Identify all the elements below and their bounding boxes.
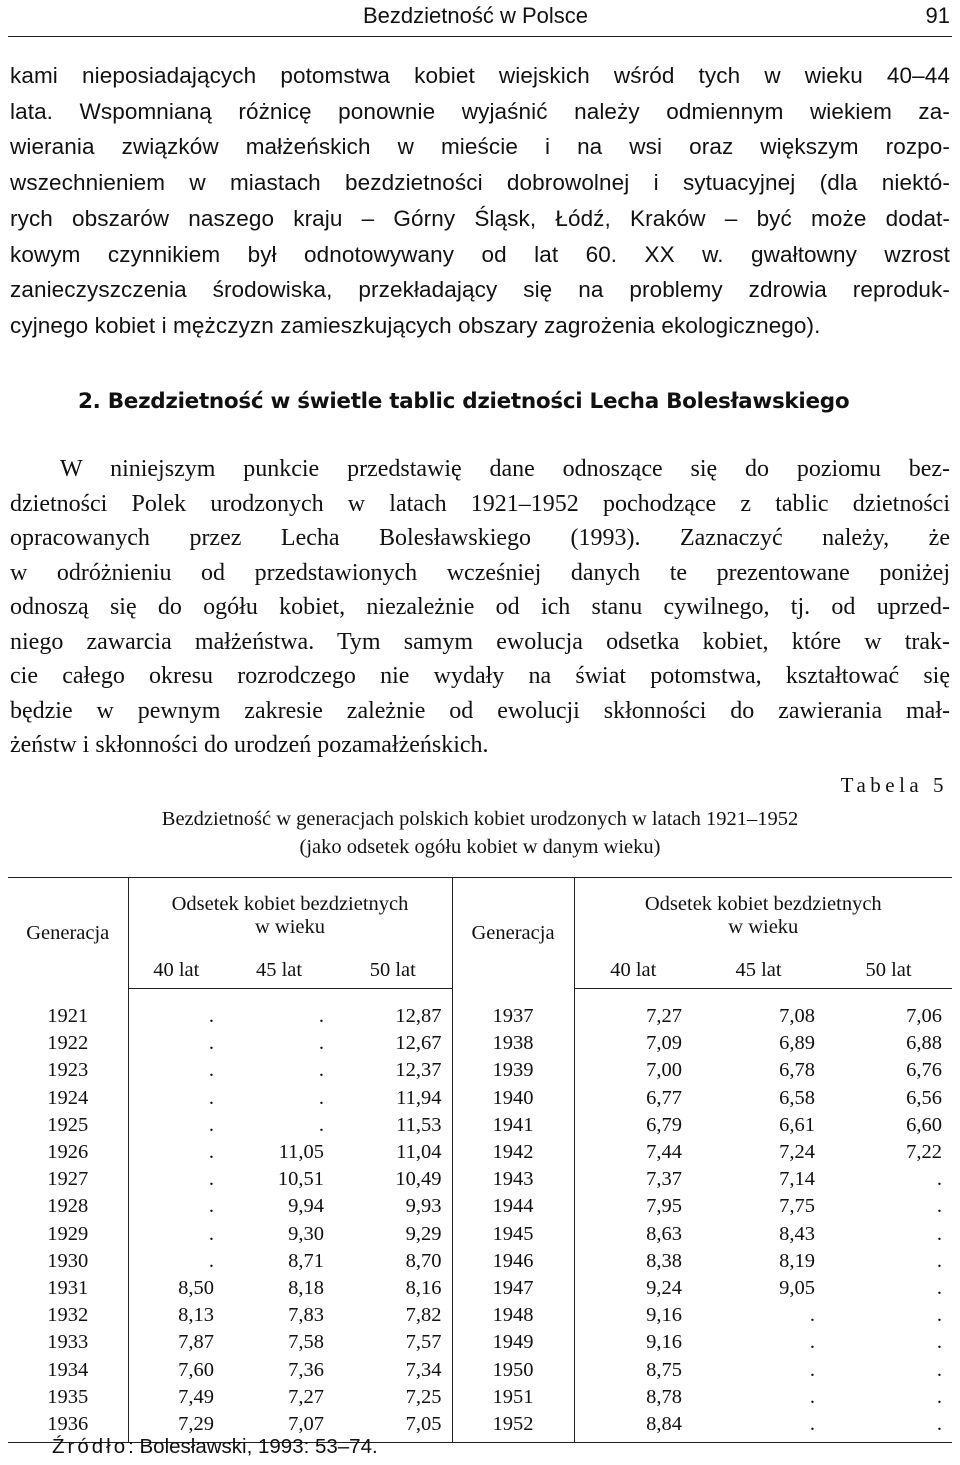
table-row xyxy=(8,1302,952,1329)
cell-childless-50: . xyxy=(936,1331,943,1354)
text-line: wszechnieniem w miastach bezdzietności dobrowolnej i sytuacyjnej (dla niektó- xyxy=(10,170,950,196)
cell-generation: 1924 xyxy=(8,1085,128,1112)
table-row xyxy=(8,1085,952,1112)
table-row xyxy=(8,1139,952,1166)
text-line: będzie w pewnym zakresie zależnie od ewolucji skłonności do zawierania mał- xyxy=(10,697,950,724)
text-line: cie całego okresu rozrodczego nie wydały na świat potomstwa, kształtować się xyxy=(10,663,950,689)
cell-generation: 1950 xyxy=(452,1356,574,1383)
cell-generation: 1944 xyxy=(452,1193,574,1220)
cell-childless-40: . xyxy=(208,1141,214,1164)
cell-childless-50: 10,49 xyxy=(395,1168,442,1191)
cell-childless-50: . xyxy=(936,1276,943,1299)
cell-childless-45: 9,05 xyxy=(779,1276,816,1299)
cell-childless-40: 7,44 xyxy=(646,1141,683,1164)
cell-childless-45: 6,61 xyxy=(779,1113,816,1136)
cell-childless-50: 12,37 xyxy=(395,1059,442,1082)
cell-generation: 1922 xyxy=(8,1030,128,1057)
cell-generation: 1931 xyxy=(8,1275,128,1302)
cell-childless-45: . xyxy=(318,1086,324,1109)
cell-childless-45: . xyxy=(809,1385,816,1408)
table-source xyxy=(52,1435,378,1459)
cell-generation: 1928 xyxy=(8,1193,128,1220)
cell-childless-40: 8,75 xyxy=(646,1358,683,1381)
cell-childless-45: . xyxy=(809,1304,816,1327)
cell-childless-40: 7,49 xyxy=(178,1385,214,1408)
cell-childless-50: . xyxy=(825,1411,952,1443)
column-group-label: Odsetek kobiet bezdzietnych xyxy=(644,892,882,915)
cell-childless-40: . xyxy=(208,1195,214,1218)
cell-childless-45: 7,75 xyxy=(779,1195,816,1218)
cell-childless-50: 7,22 xyxy=(906,1141,943,1164)
text-line: dzietności Polek urodzonych w latach 1921–1952 pochodzące z tablic dzietności xyxy=(10,490,950,517)
cell-childless-40: . xyxy=(208,1113,214,1136)
cell-childless-50: . xyxy=(936,1249,943,1272)
cell-childless-45: . xyxy=(318,1059,324,1082)
cell-childless-50: . xyxy=(936,1358,943,1381)
cell-childless-50: 7,34 xyxy=(405,1358,442,1381)
cell-childless-50: 7,05 xyxy=(334,1411,452,1443)
paragraph-1 xyxy=(10,58,950,344)
cell-childless-40: 6,77 xyxy=(646,1086,683,1109)
table-subcaption: (jako odsetek ogółu kobiet w danym wieku) xyxy=(299,836,661,858)
cell-childless-45: 6,58 xyxy=(779,1086,816,1109)
cell-childless-45: 7,58 xyxy=(288,1331,324,1354)
cell-childless-50: 12,67 xyxy=(395,1032,442,1055)
cell-childless-45: 10,51 xyxy=(277,1168,324,1191)
cell-generation: 1951 xyxy=(452,1384,574,1411)
text-line: rych obszarów naszego kraju – Górny Śląsk, Łódź, Kraków – być może dodat- xyxy=(10,205,950,231)
cell-childless-50: 6,60 xyxy=(906,1113,943,1136)
cell-childless-40: 6,79 xyxy=(646,1113,683,1136)
cell-generation: 1941 xyxy=(452,1112,574,1139)
cell-generation: 1935 xyxy=(8,1384,128,1411)
table-row xyxy=(8,1057,952,1084)
cell-childless-45: 6,89 xyxy=(779,1032,816,1055)
cell-childless-40: 7,27 xyxy=(646,1005,683,1028)
text-line: zanieczyszczenia środowiska, przekładający się na problemy zdrowia reproduk- xyxy=(10,277,950,303)
cell-childless-40: . xyxy=(208,1249,214,1272)
text-line: opracowanych przez Lecha Bolesławskiego (1993). Zaznaczyć należy, że xyxy=(10,525,950,551)
cell-childless-45: 7,83 xyxy=(288,1304,324,1327)
column-group-sublabel: w wieku xyxy=(254,915,326,938)
column-header-age-50: 50 lat xyxy=(825,953,952,989)
text-line: w odróżnieniu od przedstawionych wcześniej danych te prezentowane poniżej xyxy=(10,559,950,586)
paragraph-2 xyxy=(10,452,950,763)
cell-childless-45: 9,94 xyxy=(288,1195,324,1218)
column-header-age-45: 45 lat xyxy=(692,953,825,989)
cell-childless-45: . xyxy=(318,1032,324,1055)
cell-childless-40: 9,16 xyxy=(646,1331,683,1354)
cell-childless-50: 12,87 xyxy=(395,1005,442,1028)
cell-generation: 1945 xyxy=(452,1221,574,1248)
column-header-generation-right: Generacja xyxy=(452,878,574,989)
text-line: odnoszą się do ogółu kobiet, niezależnie od ich stanu cywilnego, tj. od uprzed- xyxy=(10,594,950,620)
cell-generation: 1938 xyxy=(452,1030,574,1057)
cell-childless-45: 7,24 xyxy=(779,1141,816,1164)
cell-generation: 1933 xyxy=(8,1329,128,1356)
cell-childless-50: 6,56 xyxy=(906,1086,943,1109)
source-text: : Bolesławski, 1993: 53–74. xyxy=(128,1435,378,1458)
cell-childless-40: 8,63 xyxy=(646,1222,683,1245)
cell-generation: 1929 xyxy=(8,1221,128,1248)
column-header-age-40: 40 lat xyxy=(128,953,224,989)
cell-childless-40: . xyxy=(208,1005,214,1028)
section-heading: 2. Bezdzietność w świetle tablic dzietności Lecha Bolesławskiego xyxy=(78,389,850,414)
cell-generation: 1949 xyxy=(452,1329,574,1356)
cell-childless-40: 9,16 xyxy=(646,1304,683,1327)
running-title: Bezdzietność w Polsce xyxy=(363,3,588,28)
cell-childless-40: 7,95 xyxy=(646,1195,683,1218)
cell-childless-40: 8,13 xyxy=(178,1304,214,1327)
table-row xyxy=(8,1112,952,1139)
cell-childless-45: 7,07 xyxy=(224,1411,334,1443)
cell-generation: 1934 xyxy=(8,1356,128,1383)
cell-generation: 1930 xyxy=(8,1248,128,1275)
cell-generation: 1927 xyxy=(8,1166,128,1193)
cell-childless-50: 11,04 xyxy=(396,1141,442,1164)
cell-generation: 1932 xyxy=(8,1302,128,1329)
cell-childless-40: 8,38 xyxy=(646,1249,683,1272)
text-line: kowym czynnikiem był odnotowywany od lat 60. XX w. gwałtowny wzrost xyxy=(10,241,950,267)
cell-childless-40: 7,09 xyxy=(646,1032,683,1055)
column-header-generation-left: Generacja xyxy=(8,878,128,989)
cell-generation: 1939 xyxy=(452,1057,574,1084)
cell-generation: 1943 xyxy=(452,1166,574,1193)
table-row xyxy=(8,1166,952,1193)
cell-generation: 1952 xyxy=(452,1411,574,1443)
table-row xyxy=(8,1384,952,1411)
column-group-header-left xyxy=(128,878,452,954)
column-group-label: Odsetek kobiet bezdzietnych xyxy=(171,892,409,915)
column-header-age-50: 50 lat xyxy=(334,953,452,989)
table-row xyxy=(8,1221,952,1248)
text-line: cyjnego kobiet i mężczyzn zamieszkujących obszary zagrożenia ekologicznego). xyxy=(10,312,821,338)
column-header-age-40: 40 lat xyxy=(574,953,692,989)
cell-childless-50: 7,57 xyxy=(405,1331,442,1354)
cell-childless-50: 7,25 xyxy=(405,1385,442,1408)
page-number: 91 xyxy=(925,3,950,28)
cell-childless-45: 7,36 xyxy=(288,1358,324,1381)
cell-childless-50: . xyxy=(936,1168,943,1191)
cell-generation: 1937 xyxy=(452,1003,574,1030)
cell-childless-45: . xyxy=(318,1113,324,1136)
text-line: lata. Wspomnianą różnicę ponownie wyjaśnić należy odmiennym wiekiem za- xyxy=(10,98,950,124)
text-line: żeństw i skłonności do urodzeń pozamałżeńskich. xyxy=(10,732,489,758)
cell-childless-50: . xyxy=(936,1385,943,1408)
cell-childless-50: 7,06 xyxy=(906,1005,943,1028)
cell-generation: 1921 xyxy=(8,1003,128,1030)
cell-childless-50: 6,76 xyxy=(906,1059,943,1082)
cell-childless-50: 8,16 xyxy=(405,1276,442,1299)
column-group-sublabel: w wieku xyxy=(728,915,799,938)
cell-childless-45: 8,71 xyxy=(288,1249,324,1272)
table-row xyxy=(8,1193,952,1220)
running-header xyxy=(8,0,952,37)
table-row xyxy=(8,1248,952,1275)
text-line: W niniejszym punkcie przedstawię dane odnoszące się do poziomu bez- xyxy=(60,456,950,482)
cell-childless-45: 8,19 xyxy=(779,1249,816,1272)
cell-generation: 1948 xyxy=(452,1302,574,1329)
cell-childless-50: 11,53 xyxy=(396,1113,442,1136)
table-row xyxy=(8,1003,952,1030)
text-line: wierania związków małżeńskich w mieście i na wsi oraz większym rozpo- xyxy=(10,134,950,160)
cell-generation: 1925 xyxy=(8,1112,128,1139)
cell-childless-45: 9,30 xyxy=(288,1222,324,1245)
cell-childless-40: . xyxy=(208,1222,214,1245)
column-group-header-right xyxy=(574,878,952,954)
cell-childless-45: . xyxy=(809,1358,816,1381)
cell-generation: 1923 xyxy=(8,1057,128,1084)
cell-childless-45: 11,05 xyxy=(278,1141,324,1164)
cell-generation: 1926 xyxy=(8,1139,128,1166)
cell-childless-40: 7,00 xyxy=(646,1059,683,1082)
text-line: kami nieposiadających potomstwa kobiet wiejskich wśród tych w wieku 40–44 xyxy=(10,63,950,88)
source-label: Źródło xyxy=(52,1435,129,1458)
cell-childless-50: 11,94 xyxy=(396,1086,442,1109)
cell-childless-40: . xyxy=(208,1032,214,1055)
cell-childless-45: 7,27 xyxy=(288,1385,324,1408)
cell-generation: 1946 xyxy=(452,1248,574,1275)
cell-childless-40: 7,60 xyxy=(178,1358,214,1381)
cell-childless-50: 7,82 xyxy=(405,1304,442,1327)
cell-childless-45: 7,08 xyxy=(779,1005,816,1028)
cell-childless-50: . xyxy=(936,1195,943,1218)
cell-childless-40: 9,24 xyxy=(646,1276,683,1299)
cell-generation: 1940 xyxy=(452,1085,574,1112)
table-caption: Bezdzietność w generacjach polskich kobiet urodzonych w latach 1921–1952 xyxy=(161,808,799,830)
cell-childless-50: 8,70 xyxy=(405,1249,442,1272)
table-row xyxy=(8,1329,952,1356)
cell-childless-40: 8,50 xyxy=(178,1276,214,1299)
cell-childless-45: . xyxy=(809,1331,816,1354)
cell-generation: 1947 xyxy=(452,1275,574,1302)
cell-childless-45: 8,43 xyxy=(779,1222,816,1245)
table-row xyxy=(8,1275,952,1302)
cell-childless-50: 9,29 xyxy=(405,1222,442,1245)
cell-childless-40: 7,29 xyxy=(128,1411,224,1443)
cell-childless-40: 8,84 xyxy=(574,1411,692,1443)
table-label: Tabela 5 xyxy=(840,773,948,797)
cell-childless-40: . xyxy=(208,1059,214,1082)
column-header-age-45: 45 lat xyxy=(224,953,334,989)
cell-childless-45: 6,78 xyxy=(779,1059,816,1082)
cell-childless-45: . xyxy=(318,1005,324,1028)
childlessness-table xyxy=(8,877,952,1443)
table-row xyxy=(8,1356,952,1383)
cell-childless-40: . xyxy=(208,1086,214,1109)
cell-childless-45: 7,14 xyxy=(779,1168,816,1191)
cell-childless-40: 7,37 xyxy=(646,1168,683,1191)
cell-generation: 1942 xyxy=(452,1139,574,1166)
cell-childless-40: 8,78 xyxy=(646,1385,683,1408)
cell-childless-45: 8,18 xyxy=(288,1276,324,1299)
cell-childless-45: . xyxy=(692,1411,825,1443)
table-row xyxy=(8,1030,952,1057)
cell-childless-50: . xyxy=(936,1222,943,1245)
cell-childless-50: . xyxy=(936,1304,943,1327)
cell-childless-50: 6,88 xyxy=(906,1032,943,1055)
cell-childless-40: 7,87 xyxy=(178,1331,214,1354)
cell-generation: 1936 xyxy=(8,1411,128,1443)
text-line: niego zawarcia małżeństwa. Tym samym ewolucja odsetka kobiet, które w trak- xyxy=(10,628,950,655)
cell-childless-40: . xyxy=(208,1168,214,1191)
cell-childless-50: 9,93 xyxy=(405,1195,442,1218)
